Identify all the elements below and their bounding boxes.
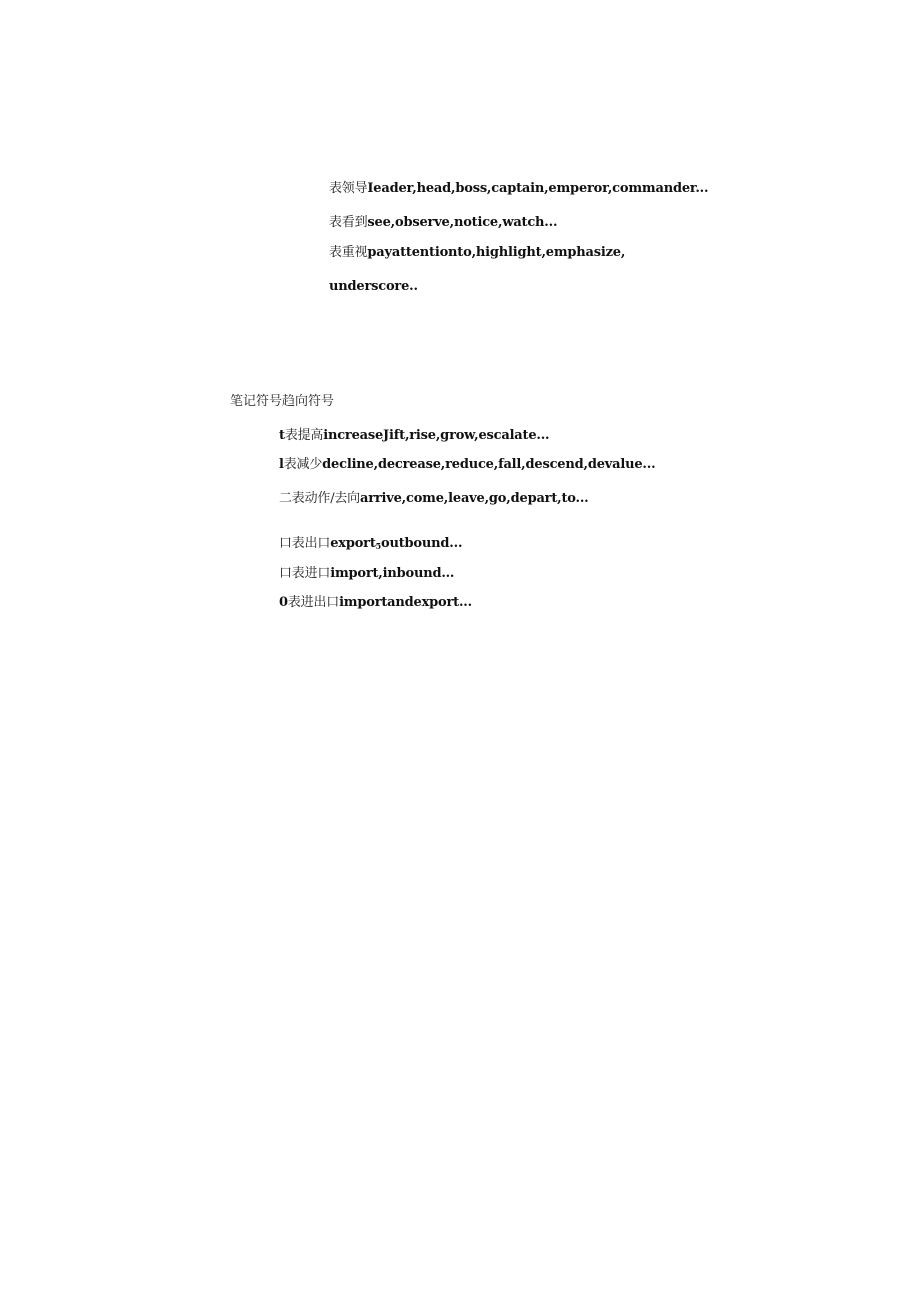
note-line-decrease [279,457,655,473]
note-text: importandexport... [339,595,472,610]
note-text: underscore.. [329,279,418,294]
note-prefix: 表看到 [329,215,368,230]
note-line-emphasis [329,245,625,261]
note-text: export [330,536,376,551]
note-line-import-export [279,595,472,611]
note-text: decline,decrease,reduce,fall,descend,devalue... [322,457,656,472]
note-prefix: 表提高 [284,428,324,443]
note-line-see [329,215,557,231]
up-arrow-symbol: t [279,428,285,443]
note-text: increaseJift,rise,grow,escalate... [323,428,550,443]
note-text: payattentionto,highlight,emphasize, [367,245,626,260]
note-prefix: 口表进口 [279,566,331,581]
note-prefix: 表减少 [283,457,323,472]
note-text: import,inbound… [330,566,455,581]
note-line-increase [279,428,549,444]
note-line-export [279,536,462,554]
down-arrow-symbol: l [279,457,284,472]
note-line-leader [329,181,708,197]
note-text: see,observe,notice,watch... [367,215,558,230]
note-prefix: 表重视 [329,245,368,260]
note-text: arrive,come,leave,go,depart,to... [359,491,589,506]
note-prefix: 二表动作/去向 [279,491,360,506]
section-heading: 笔记符号趋向符号 [230,394,335,409]
note-subscript: 5 [375,541,382,551]
note-line-action [279,491,588,507]
circle-symbol: 0 [279,595,288,610]
note-line-import [279,566,454,582]
note-prefix: 表领导 [329,181,368,196]
note-text-continued: outbound... [381,536,463,551]
note-prefix: 表进出口 [287,595,340,610]
note-text: Ieader,head,boss,captain,emperor,commander... [367,181,709,196]
note-line-continuation [329,279,418,295]
note-prefix: 口表出口 [279,536,331,551]
